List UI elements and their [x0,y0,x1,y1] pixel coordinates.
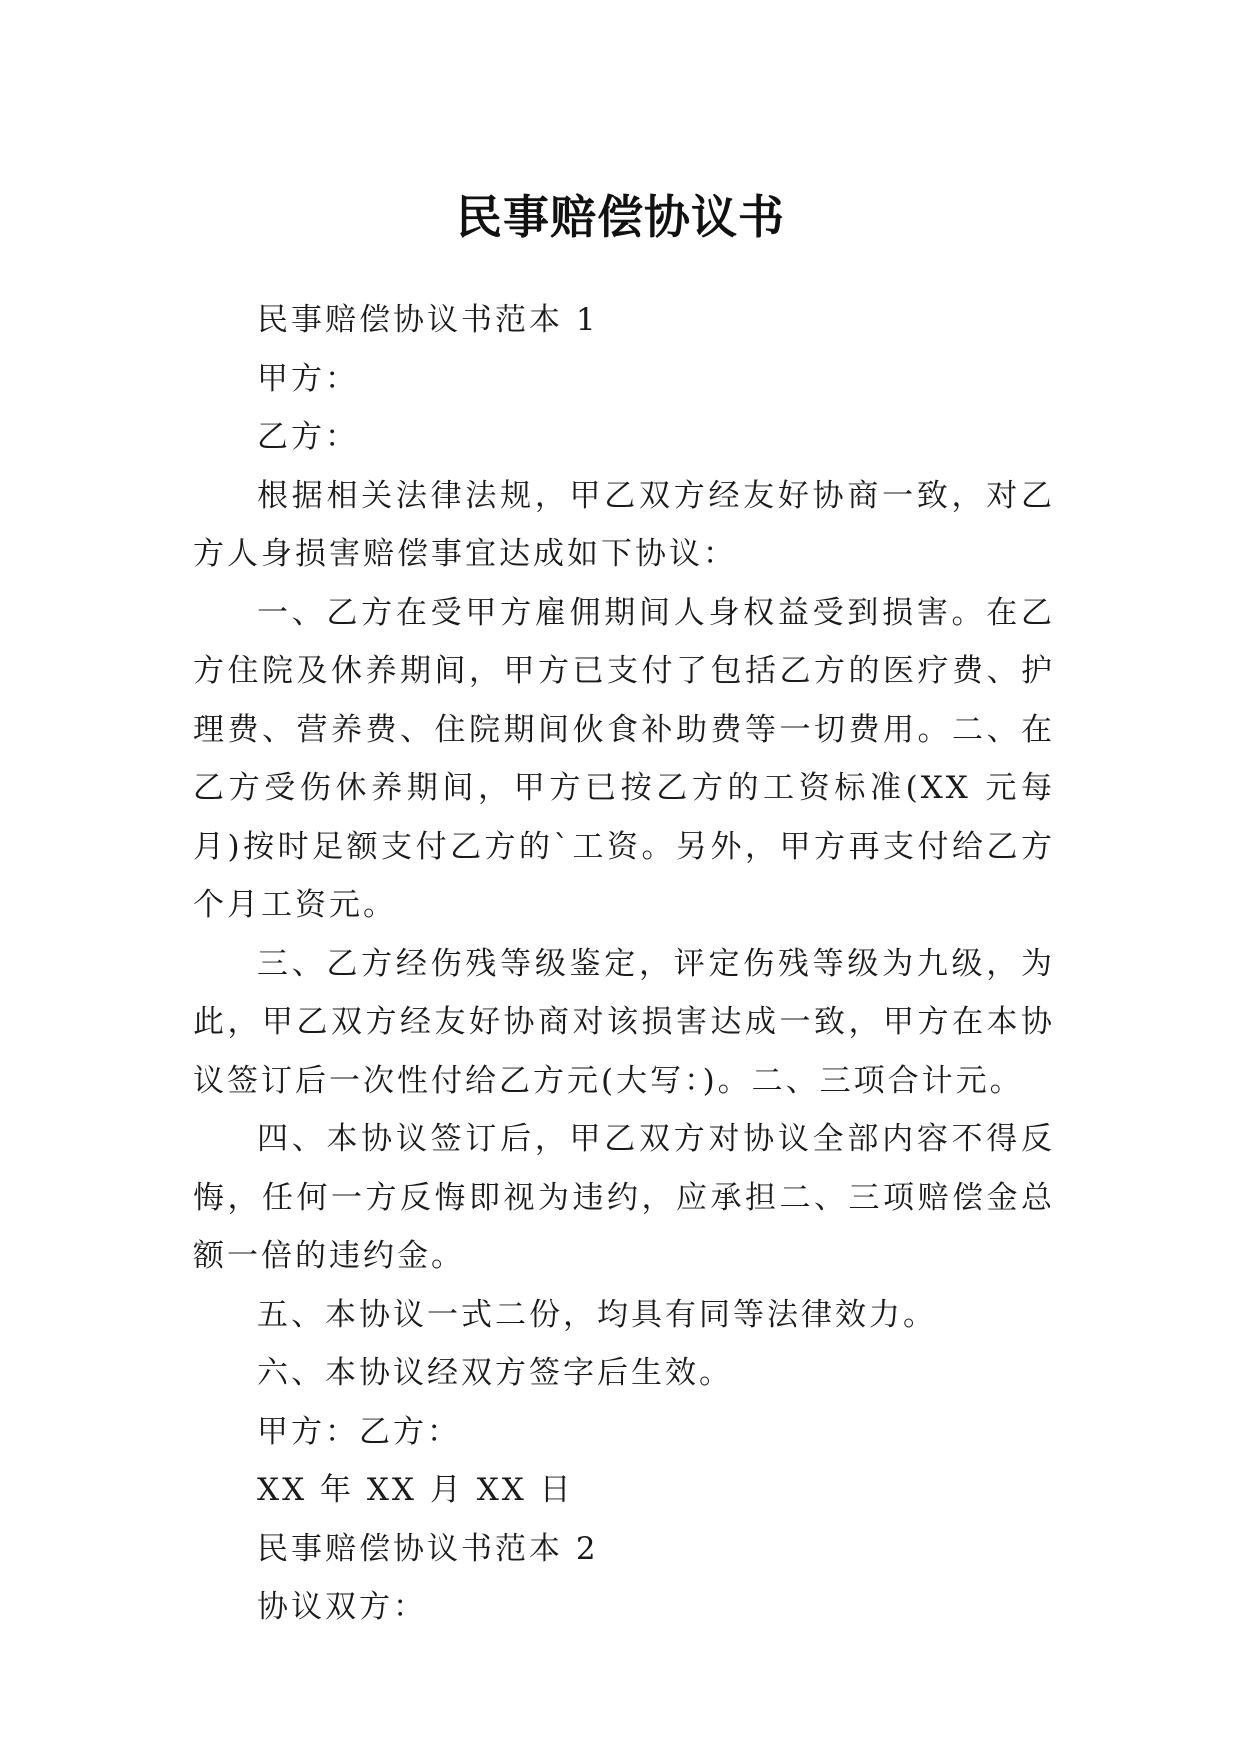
signature-line: 甲方：乙方： [257,1413,461,1450]
date-line: XX 年 XX 月 XX 日 [257,1472,574,1508]
clause-3-paragraph: 三、乙方经伤残等级鉴定，评定伤残等级为九级，为此，甲乙双方经友好协商对该损害达成一致，甲方在本协议签订后一次性付给乙方元(大写：)。二、三项合计元。 [193,945,1055,1099]
preamble-paragraph: 根据相关法律法规，甲乙双方经友好协商一致，对乙方人身损害赔偿事宜达成如下协议： [193,477,1055,572]
clause-4-paragraph: 四、本协议签订后，甲乙双方对协议全部内容不得反悔，任何一方反悔即视为违约，应承担二、三项赔偿金总额一倍的违约金。 [193,1121,1055,1274]
document-body [193,291,1055,1637]
template-heading-2: 民事赔偿协议书范本 2 [257,1530,599,1567]
document-title: 民事赔偿协议书 [456,189,785,244]
clause-1-2-paragraph: 一、乙方在受甲方雇佣期间人身权益受到损害。在乙方住院及休养期间，甲方已支付了包括乙方的医疗费、护理费、营养费、住院期间伙食补助费等一切费用。二、在乙方受伤休养期间，甲方已按乙方的工资标准(XX 元每月)按时足额支付乙方的`工资。另外，甲方再支付给乙方个月工资元。 [193,594,1055,923]
clause-6-paragraph: 六、本协议经双方签字后生效。 [257,1355,733,1391]
template-heading-1: 民事赔偿协议书范本 1 [257,302,599,338]
agreement-parties-label: 协议双方： [257,1589,427,1625]
clause-5-paragraph: 五、本协议一式二份，均具有同等法律效力。 [257,1296,937,1333]
party-b-label: 乙方： [257,419,359,455]
party-a-label: 甲方： [257,360,359,397]
